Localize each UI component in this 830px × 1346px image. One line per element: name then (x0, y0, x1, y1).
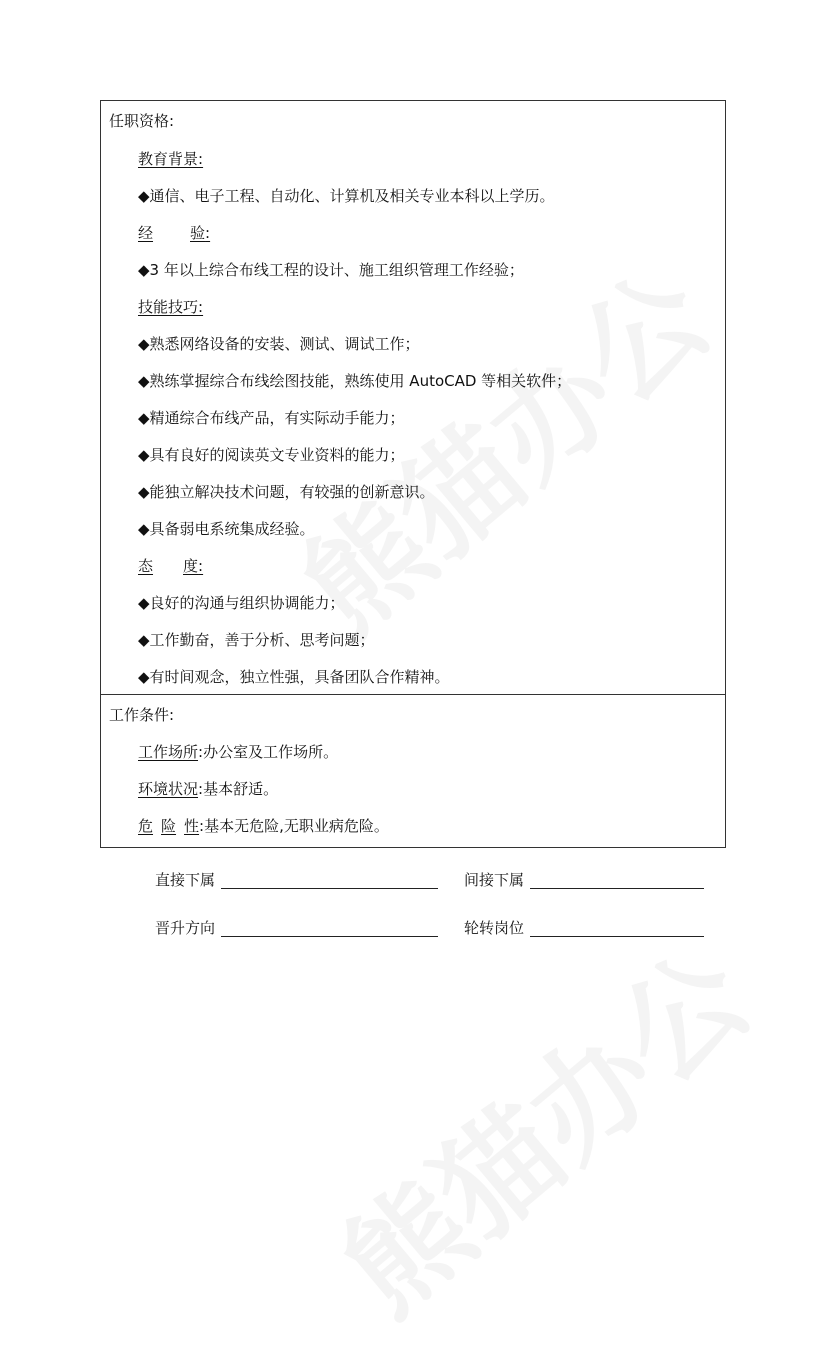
attitude-item: ◆有时间观念，独立性强，具备团队合作精神。 (138, 668, 450, 686)
hazard-value: :基本无危险,无职业病危险。 (199, 817, 389, 835)
attitude-item: ◆良好的沟通与组织协调能力； (138, 594, 345, 612)
experience-heading-text (138, 224, 205, 242)
education-heading-text: 教育背景 (138, 150, 199, 168)
direct-subordinate-label: 直接下属 (155, 871, 216, 889)
job-requirements-table (100, 100, 726, 848)
hazard-label-char2: 险 (161, 817, 177, 835)
experience-heading-char1: 经 (138, 224, 154, 242)
watermark (301, 906, 779, 1346)
attitude-heading (138, 556, 203, 576)
qualifications-title: 任职资格: (109, 112, 175, 130)
hazard-label (138, 817, 199, 835)
direct-subordinate-field[interactable] (221, 888, 438, 889)
conditions-section (101, 694, 725, 847)
attitude-heading-char2: 度 (183, 557, 199, 575)
education-heading (138, 149, 203, 169)
experience-heading-colon: : (205, 224, 211, 242)
environment-value: :基本舒适。 (198, 780, 279, 798)
indirect-subordinate-field[interactable] (530, 888, 704, 889)
environment-label: 环境状况 (138, 780, 199, 798)
attitude-item: ◆工作勤奋，善于分析、思考问题； (138, 631, 375, 649)
skills-heading (138, 297, 203, 317)
hazard-label-char1: 危 (138, 817, 154, 835)
environment-row (138, 779, 278, 799)
skills-item: ◆具备弱电系统集成经验。 (138, 520, 315, 538)
hazard-label-char3: 性 (184, 817, 200, 835)
skills-heading-colon: : (198, 298, 204, 316)
hazard-row (138, 816, 389, 836)
education-item: ◆通信、电子工程、自动化、计算机及相关专业本科以上学历。 (138, 187, 555, 205)
rotation-label: 轮转岗位 (464, 919, 525, 937)
promotion-label: 晋升方向 (155, 919, 216, 937)
rotation-field[interactable] (530, 936, 704, 937)
workplace-label: 工作场所 (138, 743, 199, 761)
education-heading-colon: : (198, 150, 204, 168)
skills-item: ◆能独立解决技术问题，有较强的创新意识。 (138, 483, 435, 501)
indirect-subordinate-label: 间接下属 (464, 871, 525, 889)
skills-heading-text: 技能技巧 (138, 298, 199, 316)
promotion-field[interactable] (221, 936, 438, 937)
experience-heading (138, 223, 210, 243)
conditions-title: 工作条件: (109, 706, 175, 724)
attitude-heading-text (138, 557, 198, 575)
attitude-heading-char1: 态 (138, 557, 154, 575)
skills-item: ◆熟悉网络设备的安装、测试、调试工作； (138, 335, 420, 353)
skills-item: ◆精通综合布线产品，有实际动手能力； (138, 409, 405, 427)
skills-item: ◆具有良好的阅读英文专业资料的能力； (138, 446, 405, 464)
workplace-row (138, 742, 338, 762)
attitude-heading-colon: : (198, 557, 204, 575)
workplace-value: :办公室及工作场所。 (198, 743, 339, 761)
skills-item: ◆熟练掌握综合布线绘图技能，熟练使用 AutoCAD 等相关软件； (138, 372, 572, 390)
experience-item: ◆3 年以上综合布线工程的设计、施工组织管理工作经验； (138, 261, 524, 279)
qualifications-section (101, 101, 725, 694)
experience-heading-char2: 验 (190, 224, 206, 242)
